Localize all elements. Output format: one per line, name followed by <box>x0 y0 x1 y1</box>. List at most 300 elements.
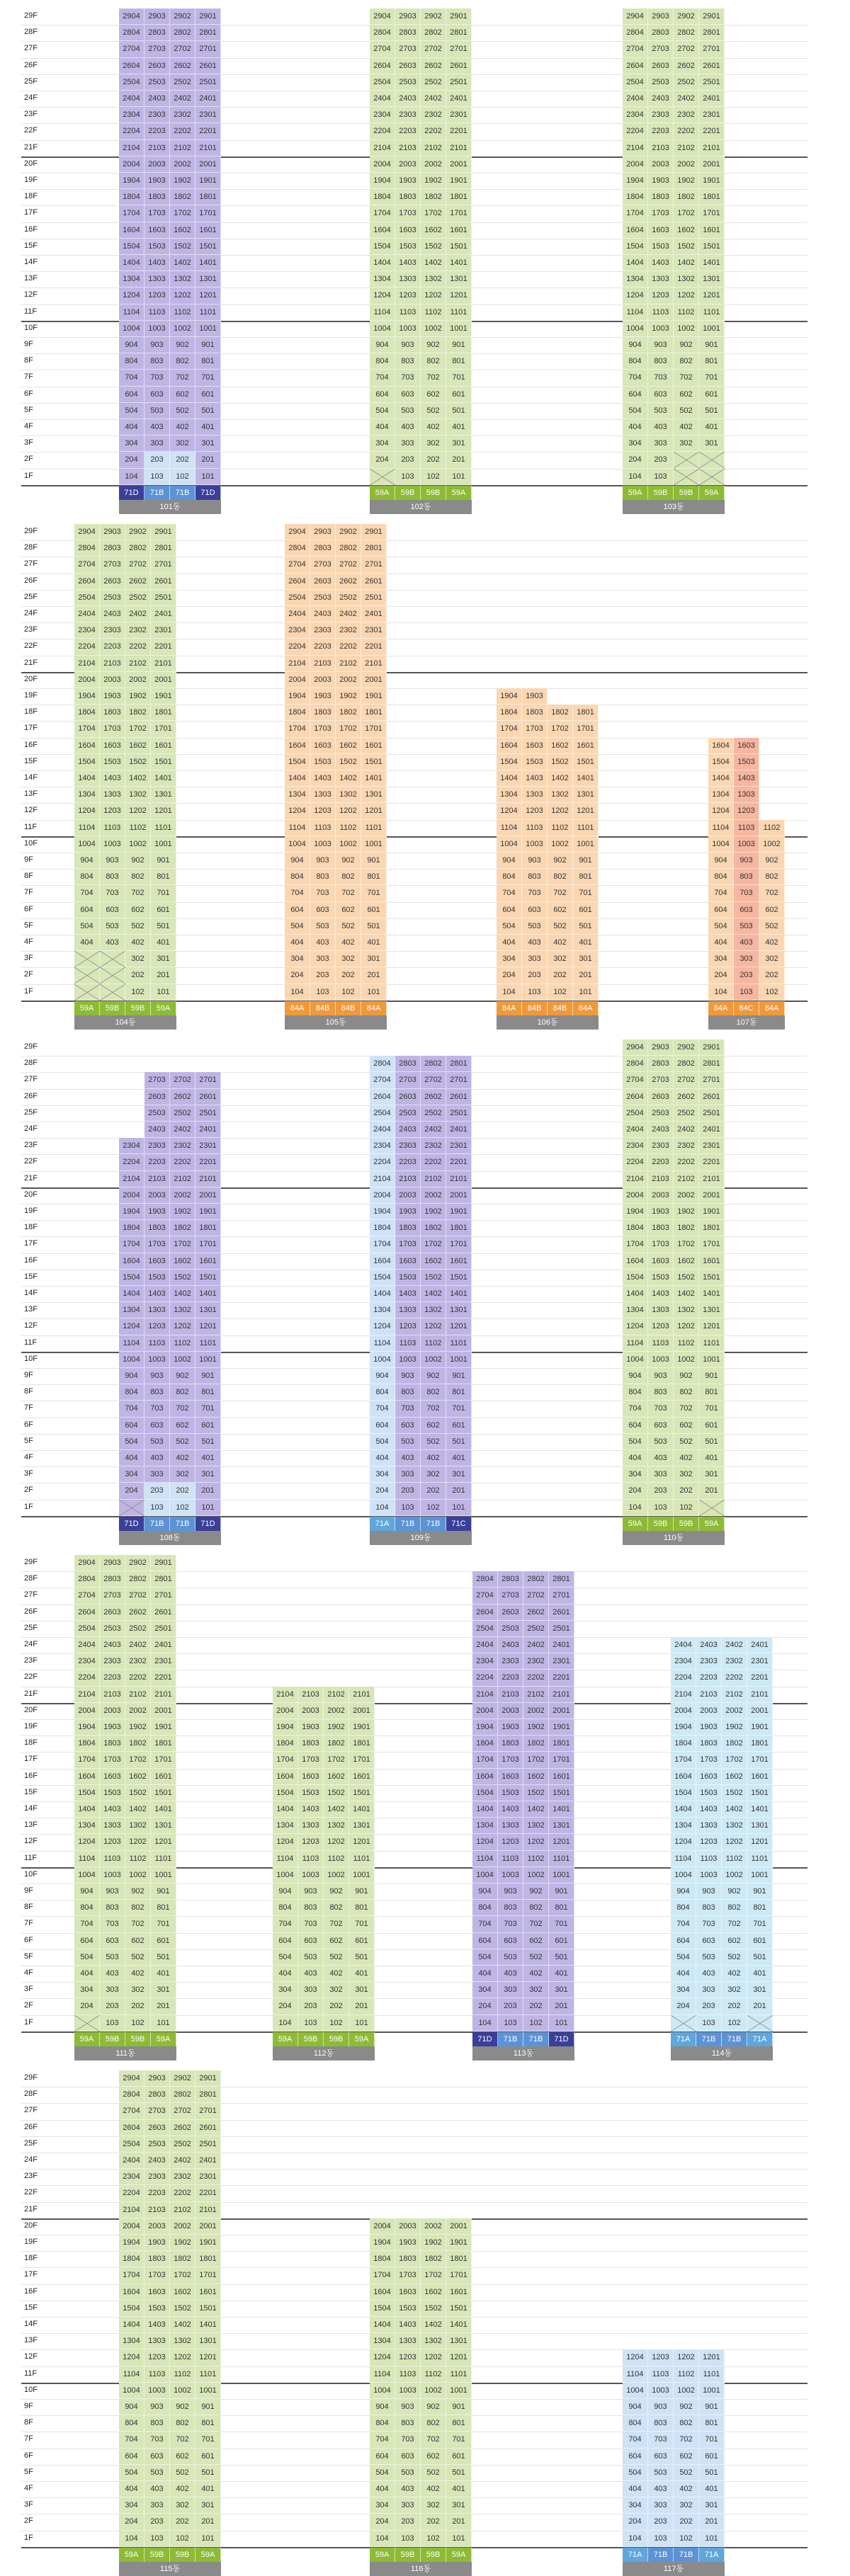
unit-cell: 501 <box>747 1949 773 1966</box>
unit-cell: 2001 <box>361 672 387 688</box>
unit-cell: 1803 <box>144 2251 170 2267</box>
floor-label: 5F <box>24 1951 33 1961</box>
unit-cell: 2104 <box>285 656 310 672</box>
unit-cell: 504 <box>74 918 100 935</box>
unit-cell: 402 <box>336 935 361 951</box>
unit-cell: 604 <box>285 902 310 918</box>
unit-cell: 2303 <box>696 1653 722 1670</box>
unit-cell: 2601 <box>699 1089 725 1105</box>
unit-cell: 1803 <box>395 189 421 205</box>
floor-label: 4F <box>24 2484 33 2492</box>
unit-cell: 2701 <box>196 1072 221 1088</box>
unit-cell: 103 <box>144 2531 170 2547</box>
unit-cell: 704 <box>623 2432 648 2448</box>
unit-cell: 2701 <box>361 557 387 573</box>
unit-cell: 1004 <box>671 1867 696 1883</box>
unit-cell: 2003 <box>310 672 336 688</box>
unit-cell: 2901 <box>446 8 472 25</box>
unit-cell: 1904 <box>623 1204 648 1220</box>
unit-cell: 1102 <box>170 304 196 321</box>
unit-cell: 102 <box>125 2015 151 2031</box>
unit-cell: 1603 <box>734 738 759 754</box>
unit-cell: 2104 <box>74 656 100 672</box>
unit-cell: 1203 <box>648 287 674 304</box>
unit-cell: 1803 <box>310 705 336 721</box>
floor-label: 6F <box>24 904 33 913</box>
unit-cell: 1503 <box>648 1270 674 1286</box>
unit-cell: 2702 <box>523 1588 549 1604</box>
unit-cell: 604 <box>623 1418 648 1434</box>
unit-cell: 1404 <box>119 255 144 271</box>
unit-cell: 103 <box>696 2015 722 2031</box>
unit-cell: 2903 <box>395 8 421 25</box>
floor-label: 24F <box>24 93 38 102</box>
unit-cell: 2204 <box>119 2185 144 2201</box>
floor-label: 17F <box>24 1755 38 1764</box>
unit-cell: 1402 <box>170 1286 196 1302</box>
unit-cell: 1603 <box>144 222 170 239</box>
floor-label: 16F <box>24 2286 38 2296</box>
unit-cell: 1403 <box>498 1801 523 1818</box>
unit-cell: 2601 <box>549 1605 574 1621</box>
unit-cell: 502 <box>674 1434 699 1450</box>
unit-cell: 703 <box>310 885 336 901</box>
unit-type-label: 71B <box>722 2032 747 2046</box>
floor-label: 14F <box>24 258 38 266</box>
unit-cell: 403 <box>395 419 421 435</box>
unit-cell: 1001 <box>151 836 176 853</box>
unit-cell: 1204 <box>285 803 310 819</box>
unit-cell: 1204 <box>119 287 144 304</box>
unit-cell: 1701 <box>151 721 176 737</box>
unit-cell: 2501 <box>446 1105 472 1122</box>
unit-type-label: 84C <box>734 1001 759 1015</box>
unit-cell: 2203 <box>498 1670 523 1686</box>
unit-cell: 903 <box>298 1883 324 1900</box>
unit-cell: 1704 <box>623 1236 648 1253</box>
unit-cell: 1102 <box>523 1851 549 1867</box>
floor-label: 10F <box>24 2385 38 2394</box>
unit-cell: 1203 <box>100 803 125 819</box>
unit-cell: 2103 <box>100 656 125 672</box>
unit-cell: 203 <box>648 452 674 468</box>
unit-cell: 2501 <box>151 1621 176 1637</box>
unit-cell: 2502 <box>523 1621 549 1637</box>
floor-label: 29F <box>24 11 38 20</box>
unit-cell: 1403 <box>144 255 170 271</box>
unit-cell: 1001 <box>196 321 221 337</box>
unit-cell: 1403 <box>310 770 336 787</box>
unit-cell: 2902 <box>125 524 151 540</box>
unit-cell: 401 <box>446 1450 472 1466</box>
unit-cell: 1404 <box>623 1286 648 1302</box>
unit-cell: 1904 <box>119 1204 144 1220</box>
unit-cell: 2701 <box>446 41 472 57</box>
unit-cell: 1703 <box>648 205 674 222</box>
unit-cell: 1401 <box>151 770 176 787</box>
unit-cell: 1302 <box>674 1302 699 1318</box>
unit-cell: 802 <box>170 2415 196 2432</box>
unit-cell: 704 <box>370 370 395 386</box>
unit-cell: 2702 <box>336 557 361 573</box>
unit-cell: 2404 <box>119 2153 144 2169</box>
unit-cell: 404 <box>370 1450 395 1466</box>
unit-cell: 2604 <box>74 1605 100 1621</box>
unit-cell: 302 <box>421 2497 446 2514</box>
unit-cell: 2203 <box>144 1154 170 1170</box>
unit-cell: 1002 <box>722 1867 747 1883</box>
unit-cell: 1104 <box>74 1851 100 1867</box>
unit-cell: 2902 <box>336 524 361 540</box>
unit-cell: 303 <box>395 2497 421 2514</box>
unit-cell: 2604 <box>472 1605 498 1621</box>
unit-cell: 404 <box>119 1450 144 1466</box>
unit-cell: 702 <box>170 1401 196 1417</box>
building-label: 113동 <box>472 2046 574 2061</box>
unit-cell: 2204 <box>74 1670 100 1686</box>
unit-cell: 902 <box>170 2399 196 2415</box>
unit-cell: 2702 <box>125 1588 151 1604</box>
unit-cell: 604 <box>623 387 648 403</box>
floor-label: 9F <box>24 2402 33 2410</box>
unit-cell: 1403 <box>395 2317 421 2333</box>
unit-cell: 1103 <box>100 1851 125 1867</box>
unit-cell: 2204 <box>370 123 395 139</box>
unit-cell: 404 <box>119 2481 144 2497</box>
unit-cell: 2302 <box>170 107 196 123</box>
unit-cell: 403 <box>696 1966 722 1982</box>
unit-cell: 1504 <box>370 1270 395 1286</box>
unit-cell: 2403 <box>498 1637 523 1653</box>
unit-cell: 701 <box>196 370 221 386</box>
floor-label: 1F <box>24 471 33 480</box>
unit-cell: 1802 <box>421 1220 446 1236</box>
unit-cell: 1204 <box>671 1834 696 1850</box>
unit-type-label: 71B <box>144 1517 170 1531</box>
floor-label: 17F <box>24 724 38 733</box>
floor-label: 11F <box>24 1338 38 1347</box>
unit-cell: 1604 <box>370 222 395 239</box>
unit-cell: 603 <box>298 1933 324 1949</box>
unit-cell: 2201 <box>446 1154 472 1170</box>
unit-cell: 504 <box>370 2465 395 2481</box>
unit-cell: 2203 <box>696 1670 722 1686</box>
unit-cell: 104 <box>119 469 144 485</box>
unit-type-label: 84B <box>336 1001 361 1015</box>
unit-cell: 2901 <box>699 1039 725 1056</box>
unit-cell: 801 <box>349 1900 375 1916</box>
unit-cell: 1904 <box>370 1204 395 1220</box>
unit-cell: 303 <box>498 1982 523 1998</box>
unit-cell: 1201 <box>151 1834 176 1850</box>
unit-cell: 2304 <box>623 107 648 123</box>
unit-cell: 2603 <box>395 1089 421 1105</box>
unit-cell: 1002 <box>170 321 196 337</box>
unit-cell: 703 <box>648 370 674 386</box>
unit-cell: 504 <box>119 403 144 419</box>
floor-label: 4F <box>24 937 33 946</box>
unit-cell: 2002 <box>523 1703 549 1719</box>
unit-cell: 2204 <box>472 1670 498 1686</box>
unit-cell: 903 <box>498 1883 523 1900</box>
unit-cell: 2403 <box>100 606 125 622</box>
unit-cell: 2101 <box>196 1171 221 1187</box>
unit-cell: 602 <box>125 1933 151 1949</box>
unit-cell: 1201 <box>549 1834 574 1850</box>
unit-cell: 401 <box>699 419 725 435</box>
unit-cell: 1901 <box>349 1719 375 1736</box>
unit-cell: 504 <box>623 1434 648 1450</box>
unit-cell: 2903 <box>144 2070 170 2087</box>
unit-cell: 1201 <box>196 287 221 304</box>
unit-cell: 602 <box>674 1418 699 1434</box>
building-label: 106동 <box>497 1015 599 1030</box>
unit-cell: 2202 <box>523 1670 549 1686</box>
unit-cell: 2602 <box>421 58 446 74</box>
unit-cell: 2802 <box>125 540 151 557</box>
unit-cell: 2501 <box>446 74 472 91</box>
unit-cell: 1504 <box>472 1785 498 1801</box>
unit-cell: 1603 <box>395 1253 421 1270</box>
unit-cell: 2702 <box>674 41 699 57</box>
unit-cell: 2103 <box>144 2202 170 2218</box>
unit-cell: 1002 <box>336 836 361 853</box>
unit-cell: 301 <box>549 1982 574 1998</box>
unit-cell: 904 <box>671 1883 696 1900</box>
unit-cell: 1304 <box>370 2333 395 2349</box>
unit-cell: 502 <box>170 403 196 419</box>
unit-cell <box>100 951 125 967</box>
unit-cell: 304 <box>472 1982 498 1998</box>
unit-cell: 1304 <box>708 787 734 803</box>
unit-type-label: 59A <box>196 2548 221 2562</box>
unit-cell: 1303 <box>144 1302 170 1318</box>
unit-cell: 102 <box>759 984 785 1001</box>
unit-type-label: 59B <box>648 486 674 500</box>
unit-cell: 401 <box>349 1966 375 1982</box>
unit-cell: 2404 <box>285 606 310 622</box>
unit-cell: 102 <box>674 1500 699 1516</box>
floor-label: 10F <box>24 1354 38 1363</box>
unit-cell: 1903 <box>100 1719 125 1736</box>
unit-cell: 504 <box>497 918 522 935</box>
unit-cell: 2902 <box>674 1039 699 1056</box>
unit-cell: 1901 <box>446 2235 472 2251</box>
unit-cell: 1502 <box>170 239 196 255</box>
unit-cell: 2102 <box>125 1687 151 1703</box>
unit-cell: 1501 <box>349 1785 375 1801</box>
unit-type-label: 59A <box>699 486 725 500</box>
unit-cell: 2202 <box>421 1154 446 1170</box>
unit-cell: 1903 <box>522 688 548 705</box>
unit-cell: 303 <box>648 2497 674 2514</box>
unit-cell: 604 <box>273 1933 298 1949</box>
unit-cell: 1503 <box>100 754 125 770</box>
unit-cell: 1901 <box>196 1204 221 1220</box>
unit-cell: 804 <box>119 1384 144 1401</box>
unit-cell: 401 <box>446 2481 472 2497</box>
floor-label: 25F <box>24 592 38 601</box>
unit-cell: 1703 <box>144 205 170 222</box>
unit-cell: 602 <box>170 2449 196 2465</box>
unit-cell: 1702 <box>170 2267 196 2284</box>
unit-cell: 1902 <box>722 1719 747 1736</box>
unit-cell: 2001 <box>196 2218 221 2235</box>
unit-cell: 1004 <box>74 836 100 853</box>
unit-cell: 602 <box>759 902 785 918</box>
unit-cell: 2304 <box>119 107 144 123</box>
unit-cell: 1503 <box>310 754 336 770</box>
unit-cell: 2102 <box>674 1171 699 1187</box>
unit-cell: 2203 <box>144 123 170 139</box>
unit-cell: 1302 <box>523 1818 549 1834</box>
unit-cell: 1304 <box>273 1818 298 1834</box>
unit-cell: 901 <box>699 2399 725 2415</box>
unit-cell: 2504 <box>370 1105 395 1122</box>
unit-cell: 104 <box>370 1500 395 1516</box>
unit-cell: 801 <box>446 353 472 370</box>
unit-cell: 1204 <box>623 287 648 304</box>
unit-cell: 902 <box>548 853 573 869</box>
unit-cell: 403 <box>298 1966 324 1982</box>
floor-label: 3F <box>24 438 33 448</box>
unit-cell: 2103 <box>696 1687 722 1703</box>
unit-cell: 2802 <box>674 1056 699 1072</box>
unit-cell: 1904 <box>74 1719 100 1736</box>
unit-cell: 702 <box>324 1916 349 1932</box>
unit-cell: 604 <box>497 902 522 918</box>
unit-cell: 1202 <box>170 1318 196 1335</box>
unit-cell: 2204 <box>370 1154 395 1170</box>
unit-cell: 1204 <box>623 2349 648 2366</box>
unit-cell: 304 <box>119 1466 144 1483</box>
unit-cell: 2201 <box>151 639 176 655</box>
unit-cell: 104 <box>273 2015 298 2031</box>
unit-cell: 1501 <box>699 1270 725 1286</box>
unit-cell: 702 <box>722 1916 747 1932</box>
unit-cell: 2003 <box>298 1703 324 1719</box>
unit-cell: 104 <box>285 984 310 1001</box>
unit-cell: 2703 <box>648 1072 674 1088</box>
unit-cell: 1404 <box>370 1286 395 1302</box>
unit-cell: 1301 <box>549 1818 574 1834</box>
unit-cell: 1502 <box>421 2301 446 2317</box>
unit-cell: 1501 <box>549 1785 574 1801</box>
unit-cell: 702 <box>674 1401 699 1417</box>
unit-cell: 1302 <box>324 1818 349 1834</box>
unit-cell: 2301 <box>196 107 221 123</box>
unit-cell: 1003 <box>310 836 336 853</box>
unit-cell: 1803 <box>648 189 674 205</box>
unit-cell: 2602 <box>125 574 151 590</box>
unit-cell: 2103 <box>395 140 421 156</box>
unit-cell: 103 <box>395 1500 421 1516</box>
floor-label: 4F <box>24 1453 33 1461</box>
unit-cell: 1104 <box>370 2366 395 2383</box>
unit-cell: 802 <box>674 353 699 370</box>
unit-cell: 1403 <box>648 255 674 271</box>
floor-label: 11F <box>24 1853 38 1862</box>
floor-label: 1F <box>24 2533 33 2542</box>
unit-cell: 2003 <box>100 672 125 688</box>
unit-cell: 103 <box>100 2015 125 2031</box>
unit-cell: 402 <box>674 419 699 435</box>
unit-cell: 2503 <box>395 74 421 91</box>
building-label: 114동 <box>671 2046 773 2061</box>
unit-cell: 904 <box>119 2399 144 2415</box>
unit-cell: 2601 <box>151 574 176 590</box>
unit-cell: 201 <box>196 1483 221 1499</box>
unit-cell: 2804 <box>370 1056 395 1072</box>
unit-cell: 1704 <box>497 721 522 737</box>
floor-label: 24F <box>24 1640 38 1648</box>
unit-cell: 2703 <box>648 41 674 57</box>
unit-cell: 804 <box>497 869 522 885</box>
unit-cell: 2103 <box>395 1171 421 1187</box>
unit-cell: 1304 <box>497 787 522 803</box>
unit-cell: 601 <box>196 387 221 403</box>
floor-label: 25F <box>24 1623 38 1632</box>
unit-cell: 1504 <box>623 1270 648 1286</box>
unit-cell: 1003 <box>100 1867 125 1883</box>
unit-cell: 1603 <box>648 1253 674 1270</box>
unit-cell: 1904 <box>119 173 144 189</box>
unit-cell: 1204 <box>497 803 522 819</box>
unit-cell: 2903 <box>310 524 336 540</box>
unit-cell: 701 <box>446 370 472 386</box>
unit-cell: 2304 <box>671 1653 696 1670</box>
unit-cell: 703 <box>648 1401 674 1417</box>
building-label: 103동 <box>623 500 725 514</box>
unit-cell: 301 <box>699 1466 725 1483</box>
unit-cell: 201 <box>446 1483 472 1499</box>
unit-cell: 601 <box>196 2449 221 2465</box>
floor-label: 29F <box>24 2073 38 2082</box>
unit-cell: 1204 <box>370 2349 395 2366</box>
unit-cell: 103 <box>144 1500 170 1516</box>
unit-cell: 701 <box>349 1916 375 1932</box>
unit-cell: 802 <box>336 869 361 885</box>
unit-cell: 1303 <box>734 787 759 803</box>
unit-cell: 503 <box>100 918 125 935</box>
unit-cell: 302 <box>170 2497 196 2514</box>
unit-type-label: 59A <box>151 2032 176 2046</box>
unit-cell: 703 <box>100 885 125 901</box>
unit-cell: 2104 <box>119 2202 144 2218</box>
floor-label: 7F <box>24 1919 33 1928</box>
unit-cell: 1602 <box>548 738 573 754</box>
unit-cell: 2603 <box>144 2120 170 2136</box>
unit-cell: 1904 <box>472 1719 498 1736</box>
floor-label: 5F <box>24 405 33 414</box>
unit-cell: 103 <box>298 2015 324 2031</box>
unit-cell: 1104 <box>273 1851 298 1867</box>
unit-cell: 2501 <box>549 1621 574 1637</box>
unit-type-label: 84A <box>497 1001 522 1015</box>
unit-cell: 1302 <box>170 271 196 287</box>
floor-label: 22F <box>24 2188 38 2197</box>
unit-cell: 1804 <box>285 705 310 721</box>
unit-cell <box>74 951 100 967</box>
unit-cell: 1501 <box>747 1785 773 1801</box>
floor-label: 9F <box>24 1371 33 1379</box>
unit-cell: 101 <box>196 469 221 485</box>
unit-cell: 1704 <box>74 721 100 737</box>
unit-cell: 303 <box>648 1466 674 1483</box>
unit-cell: 1503 <box>100 1785 125 1801</box>
unit-cell: 804 <box>370 2415 395 2432</box>
floor-label: 7F <box>24 372 33 382</box>
